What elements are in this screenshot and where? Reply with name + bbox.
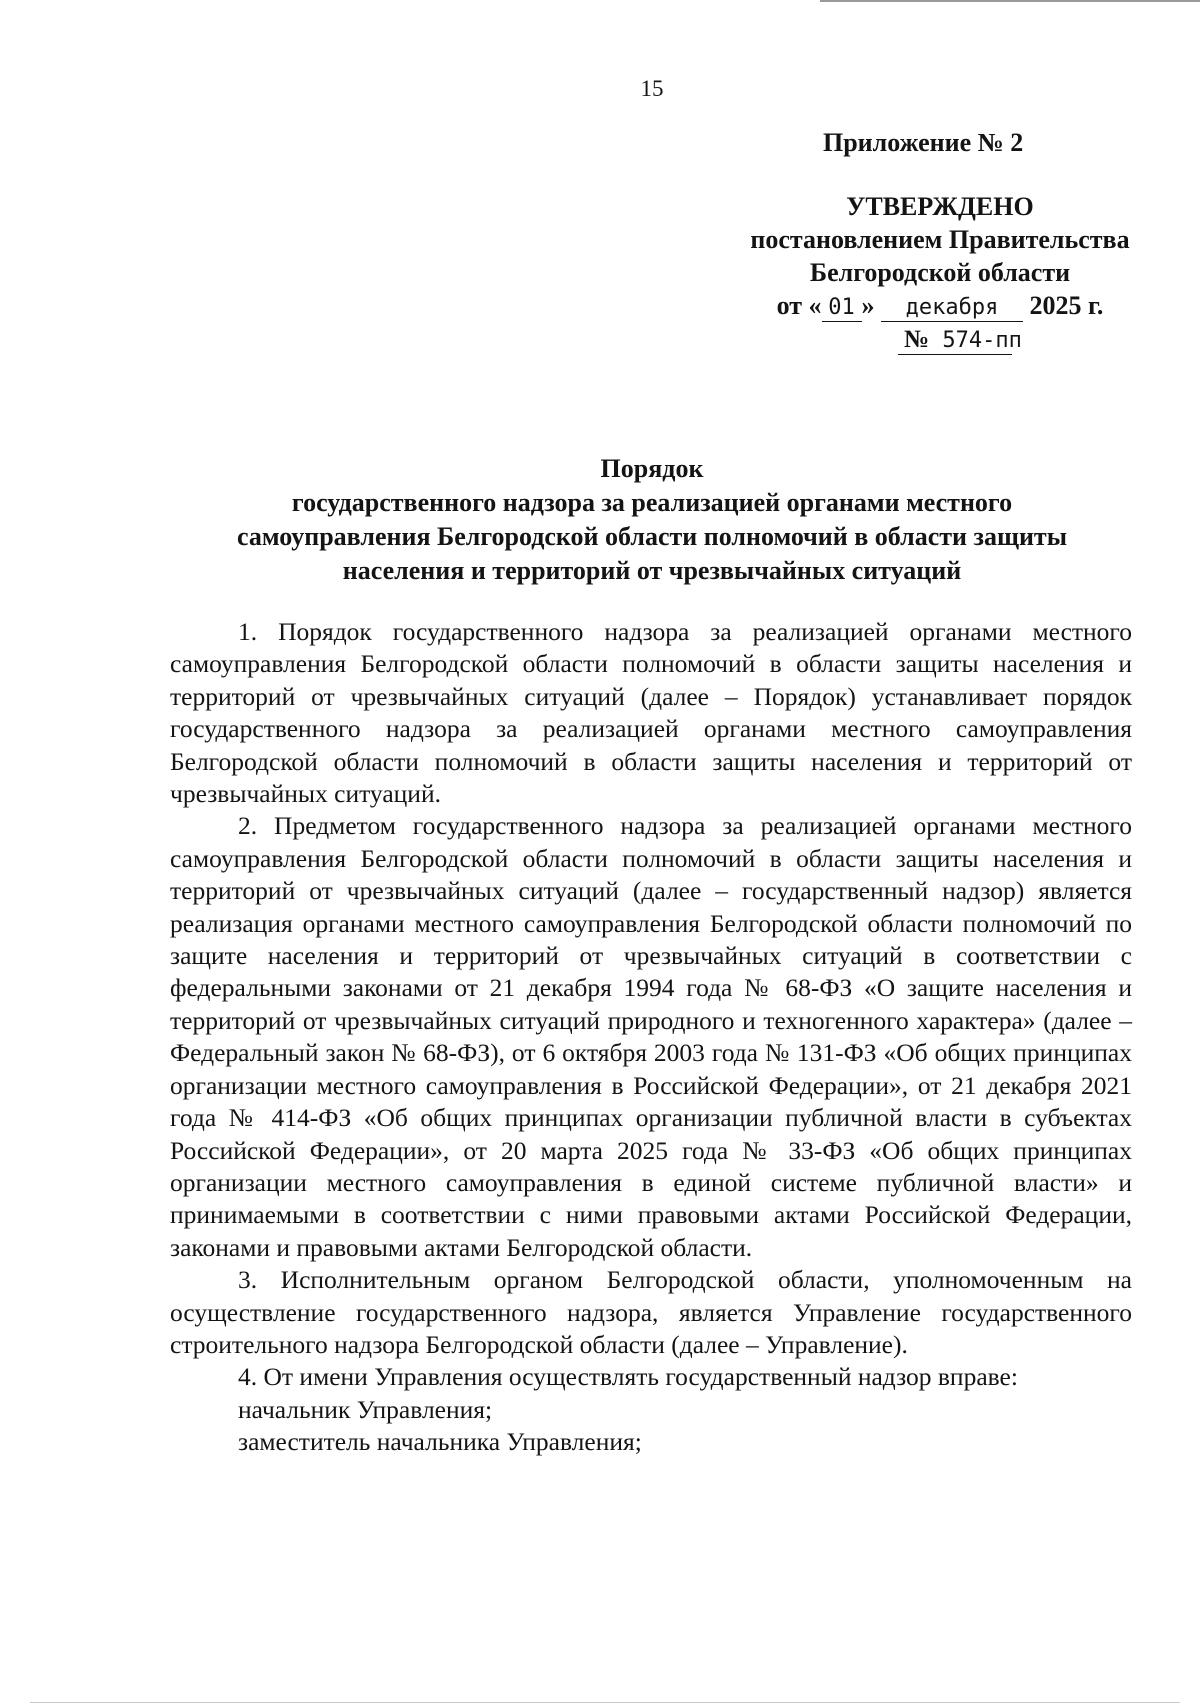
page-number: 15 [640, 76, 664, 101]
date-month: декабря [881, 295, 1023, 322]
document-title [0, 452, 1200, 588]
list-item: начальник Управления; [238, 1394, 493, 1424]
paragraph-1: 1. Порядок государственного надзора за реализацией органами местного самоуправления Белгородской области полномочий в области защиты населения и территорий от чрезвычайных ситуаций (далее – Порядок) устанавливает порядок государственного надзора за реализацией органами местного самоуправления Белгородской области полномочий в области защиты населения и территорий от чрезвычайных ситуаций. [170, 617, 1132, 809]
title-line-2: самоуправления Белгородской области полномочий в области защиты [236, 522, 1067, 551]
paragraph-3: 3. Исполнительным органом Белгородской области, уполномоченным на осуществление государственного надзора, является Управление государственного строительного надзора Белгородской области (далее – Управление). [170, 1265, 1132, 1359]
paragraph-4: 4. От имени Управления осуществлять государственный надзор вправе: [238, 1362, 1018, 1392]
number-value: 574-пп [942, 328, 1022, 353]
document-body [170, 616, 1132, 1459]
approval-date [700, 289, 1180, 322]
paragraph-2: 2. Предметом государственного надзора за реализацией органами местного самоуправления Белгородской области полномочий в области защиты населения и территорий от чрезвычайных ситуаций (далее – государственный надзор) является реализация органами местного самоуправления Белгородской области полномочий по защите населения и территорий от чрезвычайных ситуаций в соответствии с федеральными законами от 21 декабря 1994 года № 68-ФЗ «О защите населения и территорий от чрезвычайных ситуаций природного и техногенного характера» (далее – Федеральный закон № 68-ФЗ), от 6 октября 2003 года № 131-ФЗ «Об общих принципах организации местного самоуправления в Российской Федерации», от 21 декабря 2021 года № 414-ФЗ «Об общих принципах организации публичной власти в субъектах Российской Федерации», от 20 марта 2025 года № 33-ФЗ «Об общих принципах организации местного самоуправления в единой системе публичной власти» и принимаемыми в соответствии с ними правовыми актами Российской Федерации, законами и правовыми актами Белгородской области. [170, 811, 1132, 1262]
approval-block [700, 190, 1180, 355]
list-item: заместитель начальника Управления; [238, 1427, 642, 1457]
date-prefix: от « [776, 291, 822, 320]
number-field [898, 326, 1022, 355]
approval-number [700, 322, 1180, 355]
scan-edge-top [820, 0, 1200, 2]
date-mid: » [861, 291, 875, 320]
title-heading: Порядок [600, 454, 704, 483]
number-prefix: № [904, 326, 930, 353]
scan-edge-bottom [30, 1702, 1180, 1703]
approval-line-1: постановлением Правительства [750, 225, 1130, 254]
title-line-1: государственного надзора за реализацией органами местного [291, 488, 1013, 517]
date-year: 2025 г. [1029, 291, 1104, 320]
title-line-3: населения и территорий от чрезвычайных ситуаций [342, 556, 962, 585]
appendix-title: Приложение № 2 [823, 128, 1024, 157]
approval-line-2: Белгородской области [809, 258, 1071, 287]
approval-heading: УТВЕРЖДЕНО [846, 192, 1034, 221]
date-day: 01 [822, 295, 862, 322]
